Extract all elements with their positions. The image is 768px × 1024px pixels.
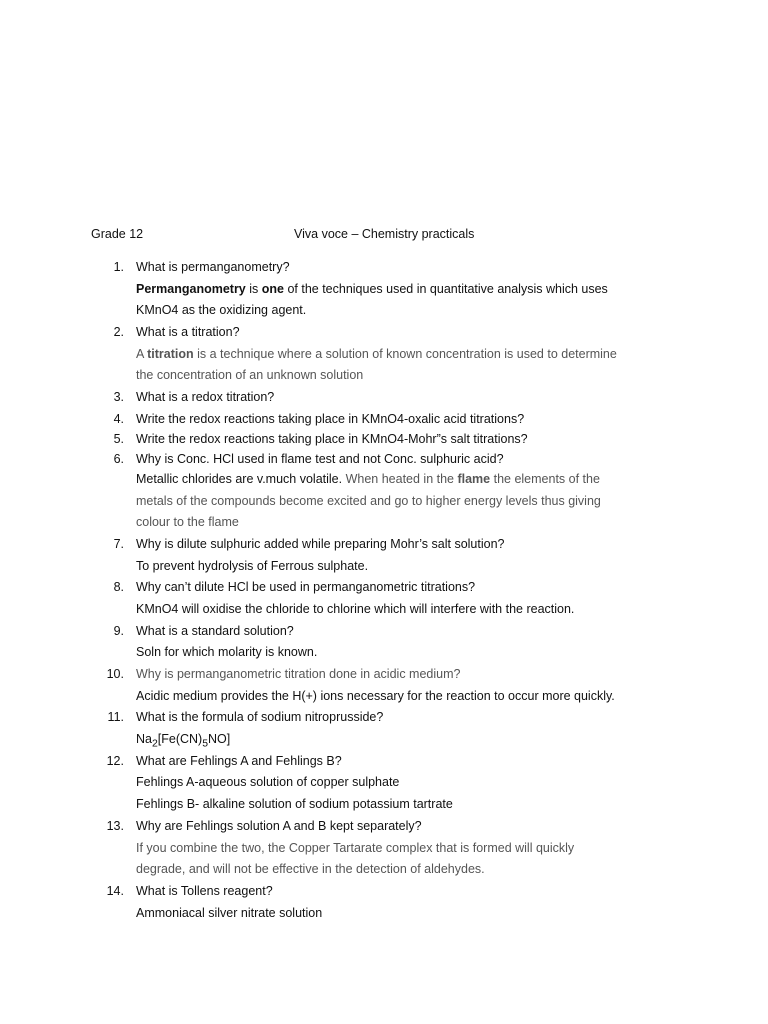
question-text: What is permanganometry? [136, 260, 290, 274]
answer-14: Ammoniacal silver nitrate solution [136, 905, 323, 920]
document-title: Viva voce – Chemistry practicals [294, 227, 475, 241]
question-text: Why is dilute sulphuric added while preparing Mohr’s salt solution? [136, 536, 505, 551]
question-1: 1. What is permanganometry? [0, 257, 768, 279]
answer-8: KMnO4 will oxidise the chloride to chlorine which will interfere with the reaction. [136, 601, 575, 616]
question-4: 4. Write the redox reactions taking place in KMnO4-oxalic acid titrations? [0, 409, 768, 429]
question-12: 12. What are Fehlings A and Fehlings B? [0, 751, 768, 773]
answer-7: To prevent hydrolysis of Ferrous sulphate. [136, 558, 369, 573]
question-text: Why can’t dilute HCl be used in permanganometric titrations? [136, 580, 476, 595]
question-7: 7. Why is dilute sulphuric added while preparing Mohr’s salt solution? [0, 534, 768, 556]
answer-6-line-3: colour to the flame [136, 515, 239, 530]
answer-6-line-2: metals of the compounds become excited and go to higher energy levels thus giving [136, 493, 601, 508]
question-14: 14. What is Tollens reagent? [0, 881, 768, 903]
question-list [0, 257, 768, 924]
answer-13-line-2: degrade, and will not be effective in the detection of aldehydes. [136, 862, 485, 877]
answer-2: A titration is a technique where a solution of known concentration is used to determine [136, 346, 617, 361]
question-9: 9. What is a standard solution? [0, 621, 768, 643]
answer-9: Soln for which molarity is known. [136, 645, 318, 660]
grade-label: Grade 12 [91, 227, 144, 241]
question-text: What are Fehlings A and Fehlings B? [136, 753, 342, 768]
question-11: 11. What is the formula of sodium nitroprusside? [0, 707, 768, 729]
answer-10: Acidic medium provides the H(+) ions necessary for the reaction to occur more quickly. [136, 688, 615, 703]
question-text: What is Tollens reagent? [136, 883, 273, 898]
question-text: Write the redox reactions taking place in KMnO4-Mohr”s salt titrations? [136, 431, 528, 446]
answer-2-line-2: the concentration of an unknown solution [136, 368, 364, 383]
question-text: What is a titration? [136, 325, 240, 340]
question-text: What is the formula of sodium nitroprusside? [136, 710, 384, 725]
question-10: 10. Why is permanganometric titration done in acidic medium? [0, 664, 768, 686]
answer-12: Fehlings A-aqueous solution of copper sulphate [136, 775, 400, 790]
question-8: 8. Why can’t dilute HCl be used in permanganometric titrations? [0, 577, 768, 599]
answer-1-line-2: KMnO4 as the oxidizing agent. [136, 303, 307, 318]
question-text: What is a standard solution? [136, 623, 294, 638]
question-text: What is a redox titration? [136, 390, 275, 405]
question-6: 6. Why is Conc. HCl used in flame test and not Conc. sulphuric acid? [0, 449, 768, 469]
question-text: Write the redox reactions taking place in KMnO4-oxalic acid titrations? [136, 411, 525, 426]
question-text: Why are Fehlings solution A and B kept separately? [136, 818, 422, 833]
question-text: Why is permanganometric titration done in acidic medium? [136, 667, 461, 681]
answer-1: Permanganometry is one of the techniques used in quantitative analysis which uses [136, 281, 608, 296]
question-3: 3. What is a redox titration? [0, 387, 768, 409]
answer-13: If you combine the two, the Copper Tartarate complex that is formed will quickly [136, 840, 575, 855]
question-5: 5. Write the redox reactions taking place in KMnO4-Mohr”s salt titrations? [0, 429, 768, 449]
question-text: Why is Conc. HCl used in flame test and not Conc. sulphuric acid? [136, 451, 504, 466]
answer-6: Metallic chlorides are v.much volatile. When heated in the flame the elements of the [136, 471, 600, 486]
chemical-formula: $Na_2[Fe(CN)_5NO]$ [136, 732, 231, 750]
answer-11 [0, 729, 768, 751]
answer-12-line-2: Fehlings B- alkaline solution of sodium potassium tartrate [136, 797, 453, 812]
question-2: 2. What is a titration? [0, 322, 768, 344]
question-13: 13. Why are Fehlings solution A and B kept separately? [0, 816, 768, 838]
